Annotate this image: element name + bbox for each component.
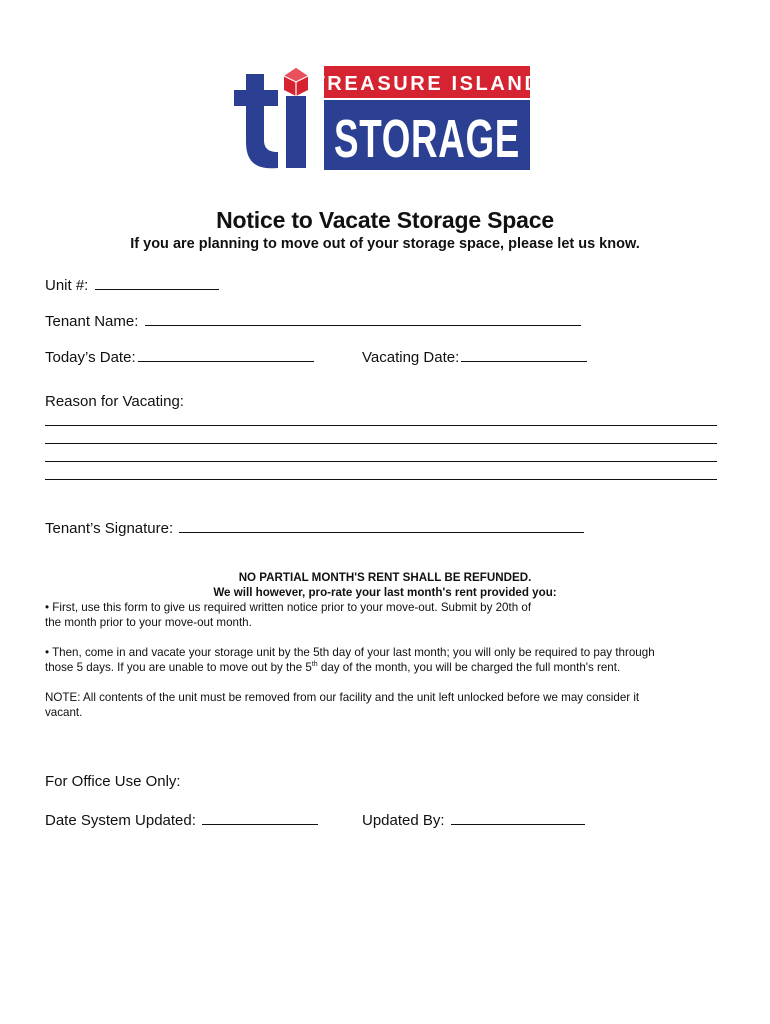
policy-bullet-1-line-2: the month prior to your move-out month. [45,616,252,629]
vacating-date-input-line[interactable] [461,346,587,362]
policy-heading-1: NO PARTIAL MONTH'S RENT SHALL BE REFUNDED. [238,571,532,584]
reason-line-3[interactable] [45,461,717,462]
date-system-updated-input-line[interactable] [202,809,318,825]
form-title: Notice to Vacate Storage Space [216,207,554,233]
vacating-date-label: Vacating Date: [362,349,460,366]
unit-label: Unit #: [45,277,89,294]
signature-label: Tenant’s Signature: [45,520,174,537]
policy-bullet-2-text-a: those 5 days. If you are unable to move out by the 5 [45,661,312,674]
unit-input-line[interactable] [95,274,219,290]
logo-t-letter [234,74,278,168]
logo-brand-line2: STORAGE [334,109,520,169]
tenant-name-field [45,310,581,331]
logo-gem-icon [284,68,308,96]
policy-bullet-2-superscript: th [311,661,318,669]
todays-date-input-line[interactable] [138,346,314,362]
policy-heading-2: We will however, pro-rate your last month's rent provided you: [213,586,557,599]
reason-line-2[interactable] [45,443,717,444]
treasure-island-storage-logo [232,60,542,172]
logo-brand-line1: TREASURE ISLAND [312,73,542,95]
policy-note-line-2: vacant. [45,706,83,719]
policy-bullet-2-line-1: • Then, come in and vacate your storage unit by the 5th day of your last month; you will only be required to pay through [45,646,655,659]
vacating-date-field [362,346,587,367]
todays-date-field [45,346,314,367]
office-heading: For Office Use Only: [45,773,181,790]
todays-date-label: Today’s Date: [45,349,136,366]
updated-by-field [362,809,585,830]
reason-line-4[interactable] [45,479,717,480]
updated-by-input-line[interactable] [451,809,585,825]
policy-bullet-2-line-2 [45,660,620,675]
policy-bullet-1-line-1: • First, use this form to give us required written notice prior to your move-out. Submit by 20th of [45,601,532,614]
tenant-name-input-line[interactable] [145,310,581,326]
form-subtitle: If you are planning to move out of your storage space, please let us know. [130,236,640,252]
updated-by-label: Updated By: [362,812,445,829]
signature-field [45,517,584,538]
unit-field [45,274,219,295]
signature-input-line[interactable] [179,517,584,533]
reason-label: Reason for Vacating: [45,393,184,410]
reason-line-1[interactable] [45,425,717,426]
policy-note-line-1: NOTE: All contents of the unit must be removed from our facility and the unit left unlocked before we may consider it [45,691,640,704]
policy-bullet-2-text-b: day of the month, you will be charged the full month's rent. [317,661,621,674]
tenant-name-label: Tenant Name: [45,313,139,330]
logo-i-stem [286,96,306,168]
date-system-updated-label: Date System Updated: [45,812,196,829]
date-system-updated-field [45,809,318,830]
